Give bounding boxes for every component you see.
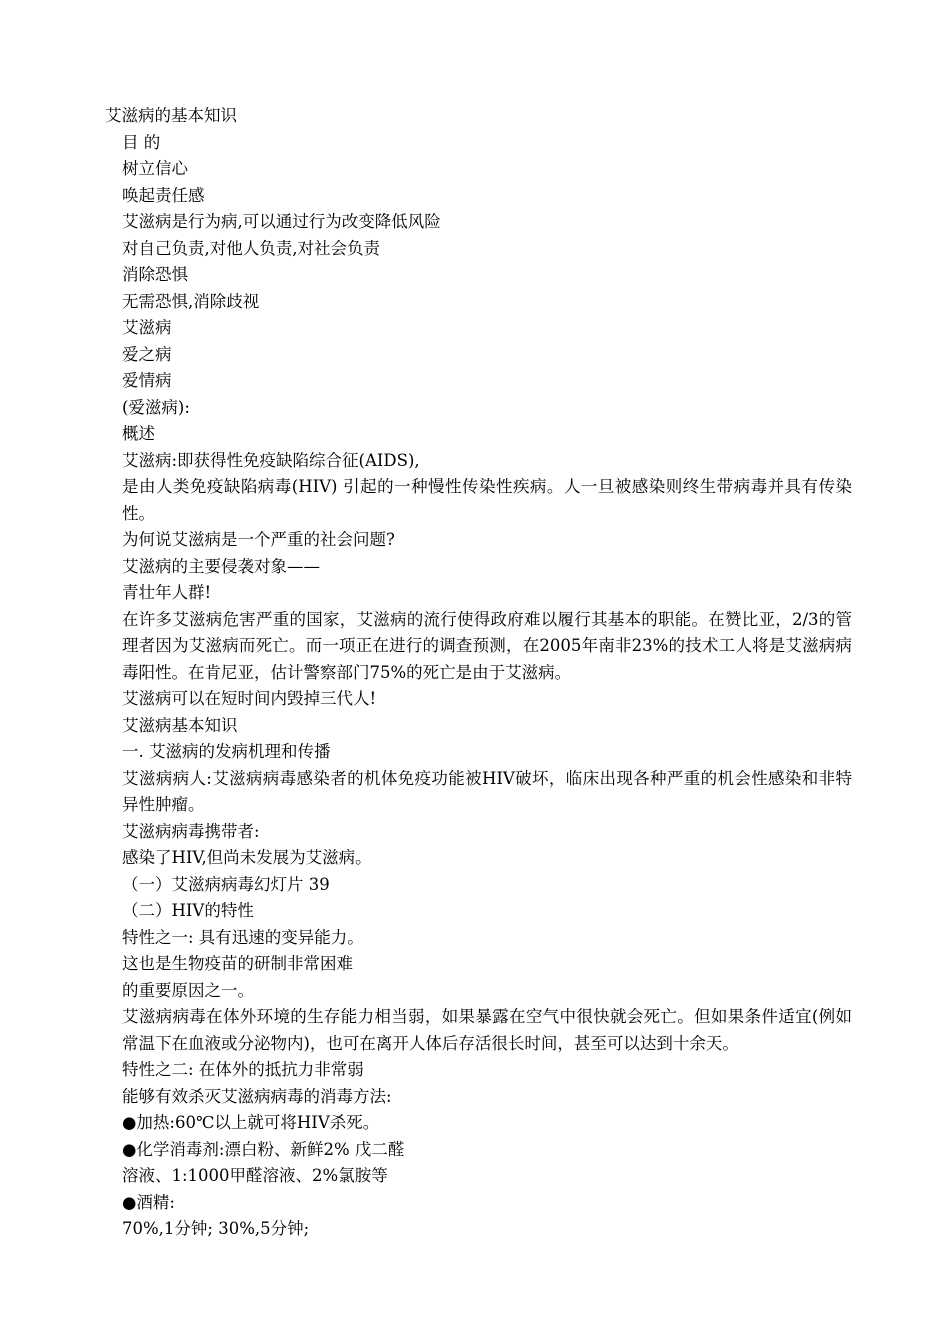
text-line: 爱之病 xyxy=(122,344,172,364)
text-line: 树立信心 xyxy=(122,159,188,178)
text-line: 艾滋病可以在短时间内毁掉三代人! xyxy=(122,689,377,708)
section-heading: 概述 xyxy=(122,424,155,443)
text-line: 艾滋病:即获得性免疫缺陷综合征(AIDS), xyxy=(122,450,420,470)
text-line: 溶液、1:1000甲醛溶液、2%氯胺等 xyxy=(122,1166,388,1185)
text-line: 爱情病 xyxy=(122,371,172,390)
paragraph: 艾滋病病毒在体外环境的生存能力相当弱，如果暴露在空气中很快就会死亡。但如果条件适宜(例如常温下在血液或分泌物内)，也可在离开人体后存活很长时间，甚至可以达到十余天。 xyxy=(122,1007,852,1053)
text-line: (爱滋病): xyxy=(122,397,190,417)
text-line: 无需恐惧,消除歧视 xyxy=(122,291,260,311)
document-title: 艾滋病的基本知识 xyxy=(105,106,237,125)
text-line: 艾滋病的主要侵袭对象—— xyxy=(122,556,320,576)
text-line: 70%,1分钟; 30%,5分钟; xyxy=(122,1219,310,1238)
text-line: 艾滋病是行为病,可以通过行为改变降低风险 xyxy=(122,212,441,231)
text-line: 青壮年人群! xyxy=(122,583,212,602)
text-line: 目 的 xyxy=(122,132,161,152)
bullet-item: ●酒精: xyxy=(122,1192,175,1212)
paragraph: 艾滋病病人:艾滋病病毒感染者的机体免疫功能被HIV破坏，临床出现各种严重的机会性感染和非特异性肿瘤。 xyxy=(122,768,852,814)
text-line: 特性之一: 具有迅速的变异能力。 xyxy=(122,927,364,947)
text-line: 感染了HIV,但尚未发展为艾滋病。 xyxy=(122,848,372,867)
subsection-heading: （二）HIV的特性 xyxy=(122,901,254,920)
text-line: 为何说艾滋病是一个严重的社会问题? xyxy=(122,530,395,549)
subsection-heading: （一）艾滋病病毒幻灯片 39 xyxy=(122,874,330,894)
text-line: 艾滋病病毒携带者: xyxy=(122,821,260,841)
text-line: 唤起责任感 xyxy=(122,185,205,205)
paragraph: 在许多艾滋病危害严重的国家，艾滋病的流行使得政府难以履行其基本的职能。在赞比亚，2/3的管理者因为艾滋病而死亡。而一项正在进行的调查预测，在2005年南非23%的技术工人将是艾滋病病毒阳性。在肯尼亚，估计警察部门75%的死亡是由于艾滋病。 xyxy=(122,609,852,682)
text-line: 消除恐惧 xyxy=(122,265,188,284)
paragraph: 是由人类免疫缺陷病毒(HIV) 引起的一种慢性传染性疾病。人一旦被感染则终生带病毒并具有传染性。 xyxy=(122,477,852,523)
text-line: 对自己负责,对他人负责,对社会负责 xyxy=(122,238,380,258)
text-line: 艾滋病 xyxy=(122,318,172,337)
bullet-item: ●加热:60℃以上就可将HIV杀死。 xyxy=(122,1113,380,1132)
section-heading: 艾滋病基本知识 xyxy=(122,715,238,735)
text-line: 能够有效杀灭艾滋病病毒的消毒方法: xyxy=(122,1086,392,1106)
bullet-item: ●化学消毒剂:漂白粉、新鲜2% 戊二醛 xyxy=(122,1139,405,1159)
text-line: 特性之二: 在体外的抵抗力非常弱 xyxy=(122,1060,364,1079)
text-line: 这也是生物疫苗的研制非常困难 xyxy=(122,954,353,973)
section-heading: 一. 艾滋病的发病机理和传播 xyxy=(122,742,331,761)
text-line: 的重要原因之一。 xyxy=(122,980,254,1000)
document-body xyxy=(105,103,852,1243)
